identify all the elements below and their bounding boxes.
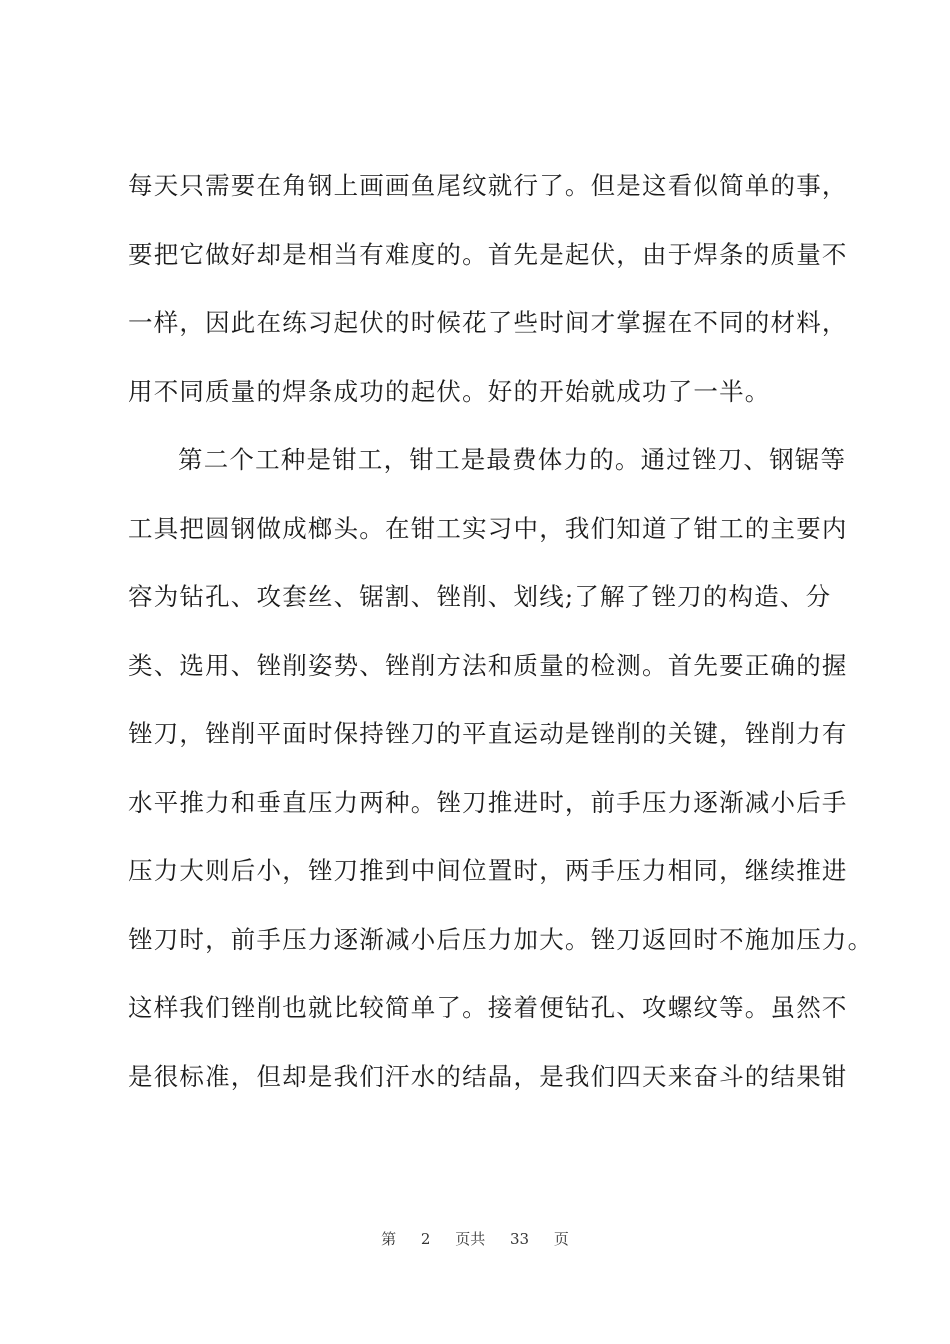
text-line: 每天只需要在角钢上画画鱼尾纹就行了。但是这看似简单的事，: [128, 171, 848, 200]
paragraph-start-line: 第二个工种是钳工，钳工是最费体力的。通过锉刀、钢锯等: [178, 445, 847, 474]
footer-suffix: 页: [553, 1230, 569, 1248]
text-line: 是很标准，但却是我们汗水的结晶，是我们四天来奋斗的结果钳: [128, 1061, 848, 1091]
text-line: 锉刀时，前手压力逐渐减小后压力加大。锉刀返回时不施加压力。: [128, 924, 874, 954]
text-line: 工具把圆钢做成榔头。在钳工实习中，我们知道了钳工的主要内: [128, 513, 848, 543]
footer-total-pages: 33: [510, 1230, 530, 1248]
page-footer: [0, 1228, 950, 1249]
body-text: [128, 152, 874, 1111]
footer-middle: 页共: [455, 1230, 486, 1248]
text-line: 一样，因此在练习起伏的时候花了些时间才掌握在不同的材料，: [128, 308, 848, 337]
footer-prefix: 第: [381, 1230, 397, 1248]
text-line: 用不同质量的焊条成功的起伏。好的开始就成功了一半。: [128, 376, 771, 406]
text-line: 这样我们锉削也就比较简单了。接着便钻孔、攻螺纹等。虽然不: [128, 993, 848, 1022]
text-line: 容为钻孔、攻套丝、锯割、锉削、划线;了解了锉刀的构造、分: [128, 582, 832, 611]
text-line: 压力大则后小，锉刀推到中间位置时，两手压力相同，继续推进: [128, 856, 848, 885]
text-line: 要把它做好却是相当有难度的。首先是起伏，由于焊条的质量不: [128, 239, 848, 269]
text-line: 类、选用、锉削姿势、锉削方法和质量的检测。首先要正确的握: [128, 650, 848, 680]
text-line: 锉刀，锉削平面时保持锉刀的平直运动是锉削的关键，锉削力有: [128, 719, 848, 748]
footer-page-number: 2: [420, 1230, 431, 1248]
text-line: 水平推力和垂直压力两种。锉刀推进时，前手压力逐渐减小后手: [128, 787, 848, 817]
